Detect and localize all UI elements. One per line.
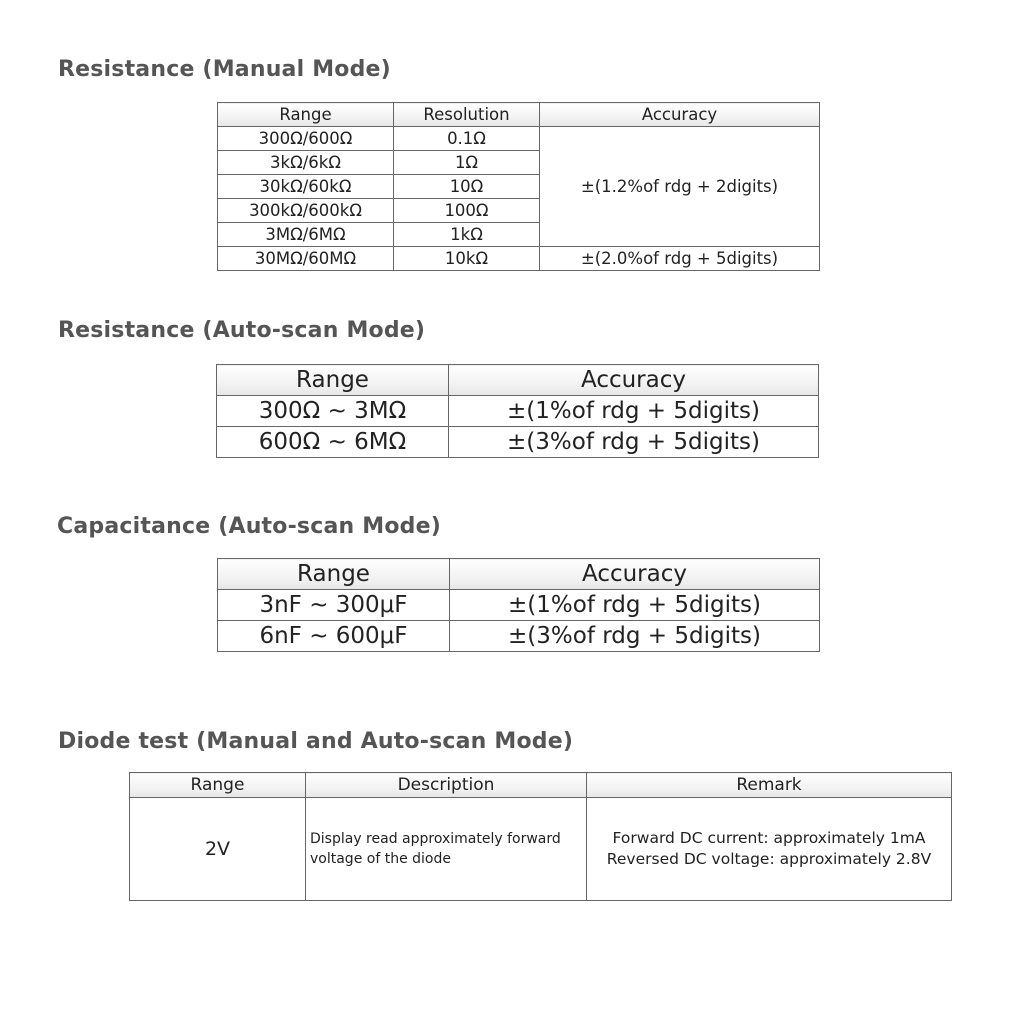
resolution-cell: 0.1Ω xyxy=(394,127,540,151)
resistance-auto-title: Resistance (Auto-scan Mode) xyxy=(58,318,426,343)
remark-line-forward-current: Forward DC current: approximately 1mA xyxy=(612,829,926,847)
column-header-range: Range xyxy=(218,103,394,127)
table-header-row xyxy=(130,773,952,798)
resistance-manual-table xyxy=(217,102,820,271)
table-row xyxy=(130,798,952,901)
remark-cell xyxy=(587,798,952,901)
capacitance-auto-title: Capacitance (Auto-scan Mode) xyxy=(57,514,441,539)
resolution-cell: 100Ω xyxy=(394,199,540,223)
resolution-cell: 1kΩ xyxy=(394,223,540,247)
range-cell: 6nF ~ 600μF xyxy=(218,621,450,652)
column-header-resolution: Resolution xyxy=(394,103,540,127)
column-header-range: Range xyxy=(130,773,306,798)
column-header-description: Description xyxy=(306,773,587,798)
table-row xyxy=(218,247,820,271)
column-header-accuracy: Accuracy xyxy=(540,103,820,127)
range-cell: 600Ω ~ 6MΩ xyxy=(217,427,449,458)
column-header-range: Range xyxy=(218,559,450,590)
column-header-accuracy: Accuracy xyxy=(449,365,819,396)
range-cell: 3kΩ/6kΩ xyxy=(218,151,394,175)
accuracy-cell: ±(1%of rdg + 5digits) xyxy=(449,396,819,427)
capacitance-auto-table xyxy=(217,558,820,652)
diode-test-title: Diode test (Manual and Auto-scan Mode) xyxy=(58,729,574,754)
table-header-row xyxy=(218,103,820,127)
column-header-range: Range xyxy=(217,365,449,396)
range-cell: 30MΩ/60MΩ xyxy=(218,247,394,271)
table-row xyxy=(218,590,820,621)
resolution-cell: 10Ω xyxy=(394,175,540,199)
column-header-remark: Remark xyxy=(587,773,952,798)
range-cell: 300Ω ~ 3MΩ xyxy=(217,396,449,427)
description-cell: Display read approximately forward voltage of the diode xyxy=(306,798,587,901)
table-row xyxy=(218,127,820,151)
accuracy-cell-group-2: ±(2.0%of rdg + 5digits) xyxy=(540,247,820,271)
resolution-cell: 10kΩ xyxy=(394,247,540,271)
range-cell: 2V xyxy=(130,798,306,901)
resolution-cell: 1Ω xyxy=(394,151,540,175)
range-cell: 300Ω/600Ω xyxy=(218,127,394,151)
column-header-accuracy: Accuracy xyxy=(450,559,820,590)
accuracy-cell: ±(3%of rdg + 5digits) xyxy=(450,621,820,652)
accuracy-cell: ±(1%of rdg + 5digits) xyxy=(450,590,820,621)
table-row xyxy=(217,427,819,458)
accuracy-cell-group-1: ±(1.2%of rdg + 2digits) xyxy=(540,127,820,247)
remark-line-reversed-voltage: Reversed DC voltage: approximately 2.8V xyxy=(606,850,932,868)
resistance-auto-table xyxy=(216,364,819,458)
table-header-row xyxy=(217,365,819,396)
range-cell: 30kΩ/60kΩ xyxy=(218,175,394,199)
table-row xyxy=(217,396,819,427)
resistance-manual-title: Resistance (Manual Mode) xyxy=(58,57,391,82)
range-cell: 3MΩ/6MΩ xyxy=(218,223,394,247)
range-cell: 300kΩ/600kΩ xyxy=(218,199,394,223)
diode-test-table xyxy=(129,772,952,901)
table-row xyxy=(218,621,820,652)
accuracy-cell: ±(3%of rdg + 5digits) xyxy=(449,427,819,458)
table-header-row xyxy=(218,559,820,590)
range-cell: 3nF ~ 300μF xyxy=(218,590,450,621)
